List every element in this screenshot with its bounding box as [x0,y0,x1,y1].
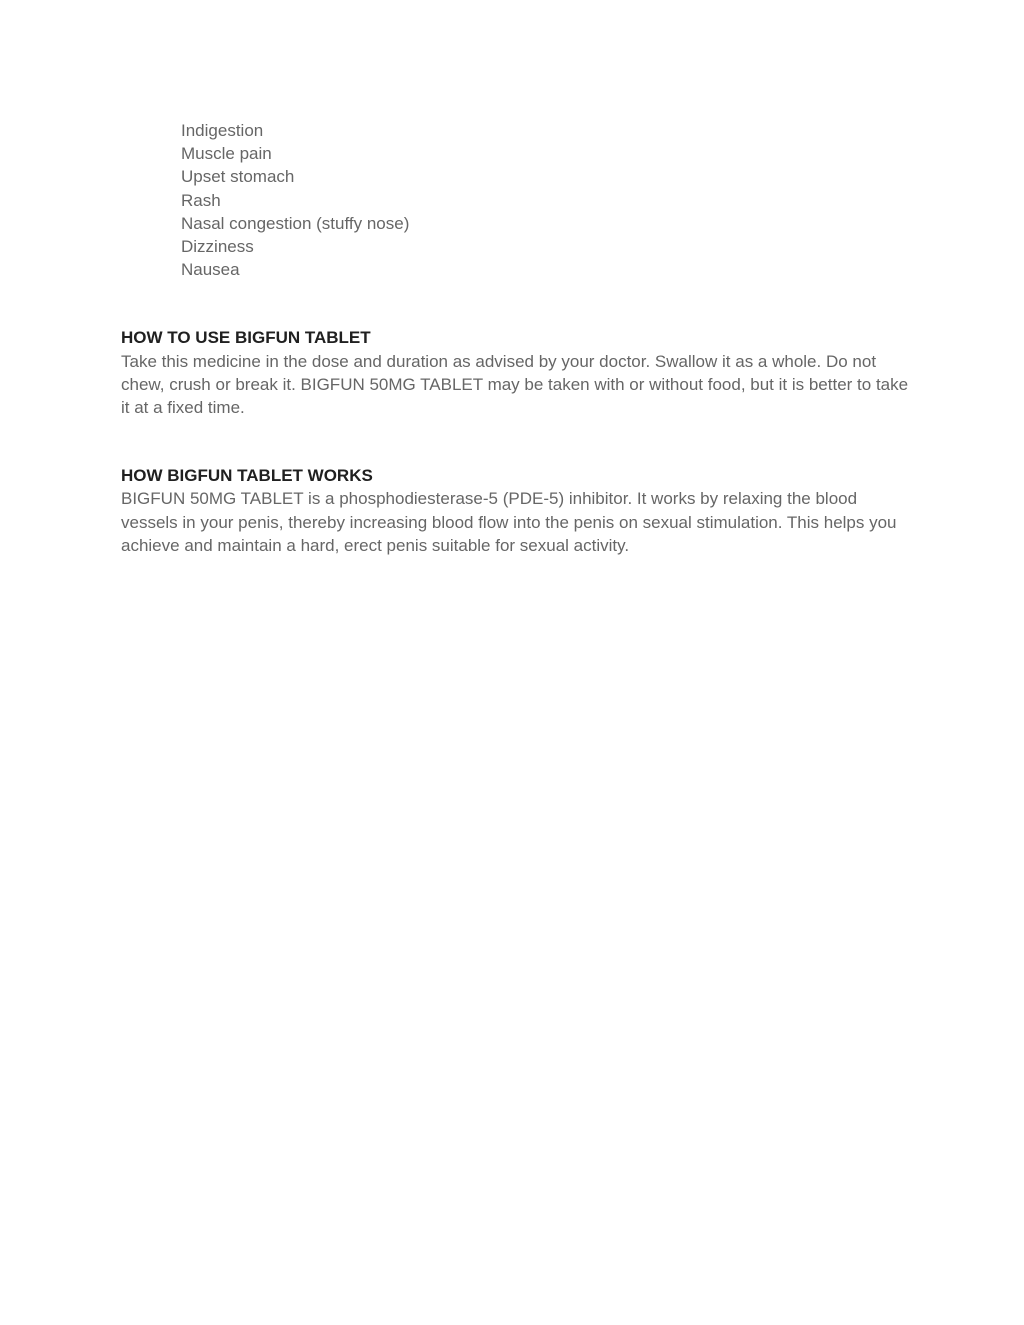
side-effect-item: Nausea [181,260,240,280]
how-it-works-text: BIGFUN 50MG TABLET is a phosphodiesterase-5 (PDE-5) inhibitor. It works by relaxing the blood vessels in your penis, thereby increasing blood flow into the penis on sexual stimulation. This helps you achieve and maintain a hard, erect penis suitable for sexual activity. [121,489,897,555]
how-it-works-heading: HOW BIGFUN TABLET WORKS [121,466,373,486]
side-effect-item: Rash [181,190,221,210]
side-effect-item: Dizziness [181,237,254,257]
side-effects-list [121,119,911,281]
how-to-use-section [121,326,911,419]
side-effect-item: Nasal congestion (stuffy nose) [181,213,410,233]
side-effect-item: Indigestion [181,121,264,140]
how-to-use-text: Take this medicine in the dose and duration as advised by your doctor. Swallow it as a whole. Do not chew, crush or break it. BIGFUN 50MG TABLET may be taken with or without food, but it is better to take it at a fixed time. [121,351,909,418]
how-to-use-heading: HOW TO USE BIGFUN TABLET [121,328,371,348]
side-effect-item: Muscle pain [181,144,272,164]
side-effect-item: Upset stomach [181,167,295,187]
document-page [121,119,911,557]
how-it-works-section [121,464,911,557]
